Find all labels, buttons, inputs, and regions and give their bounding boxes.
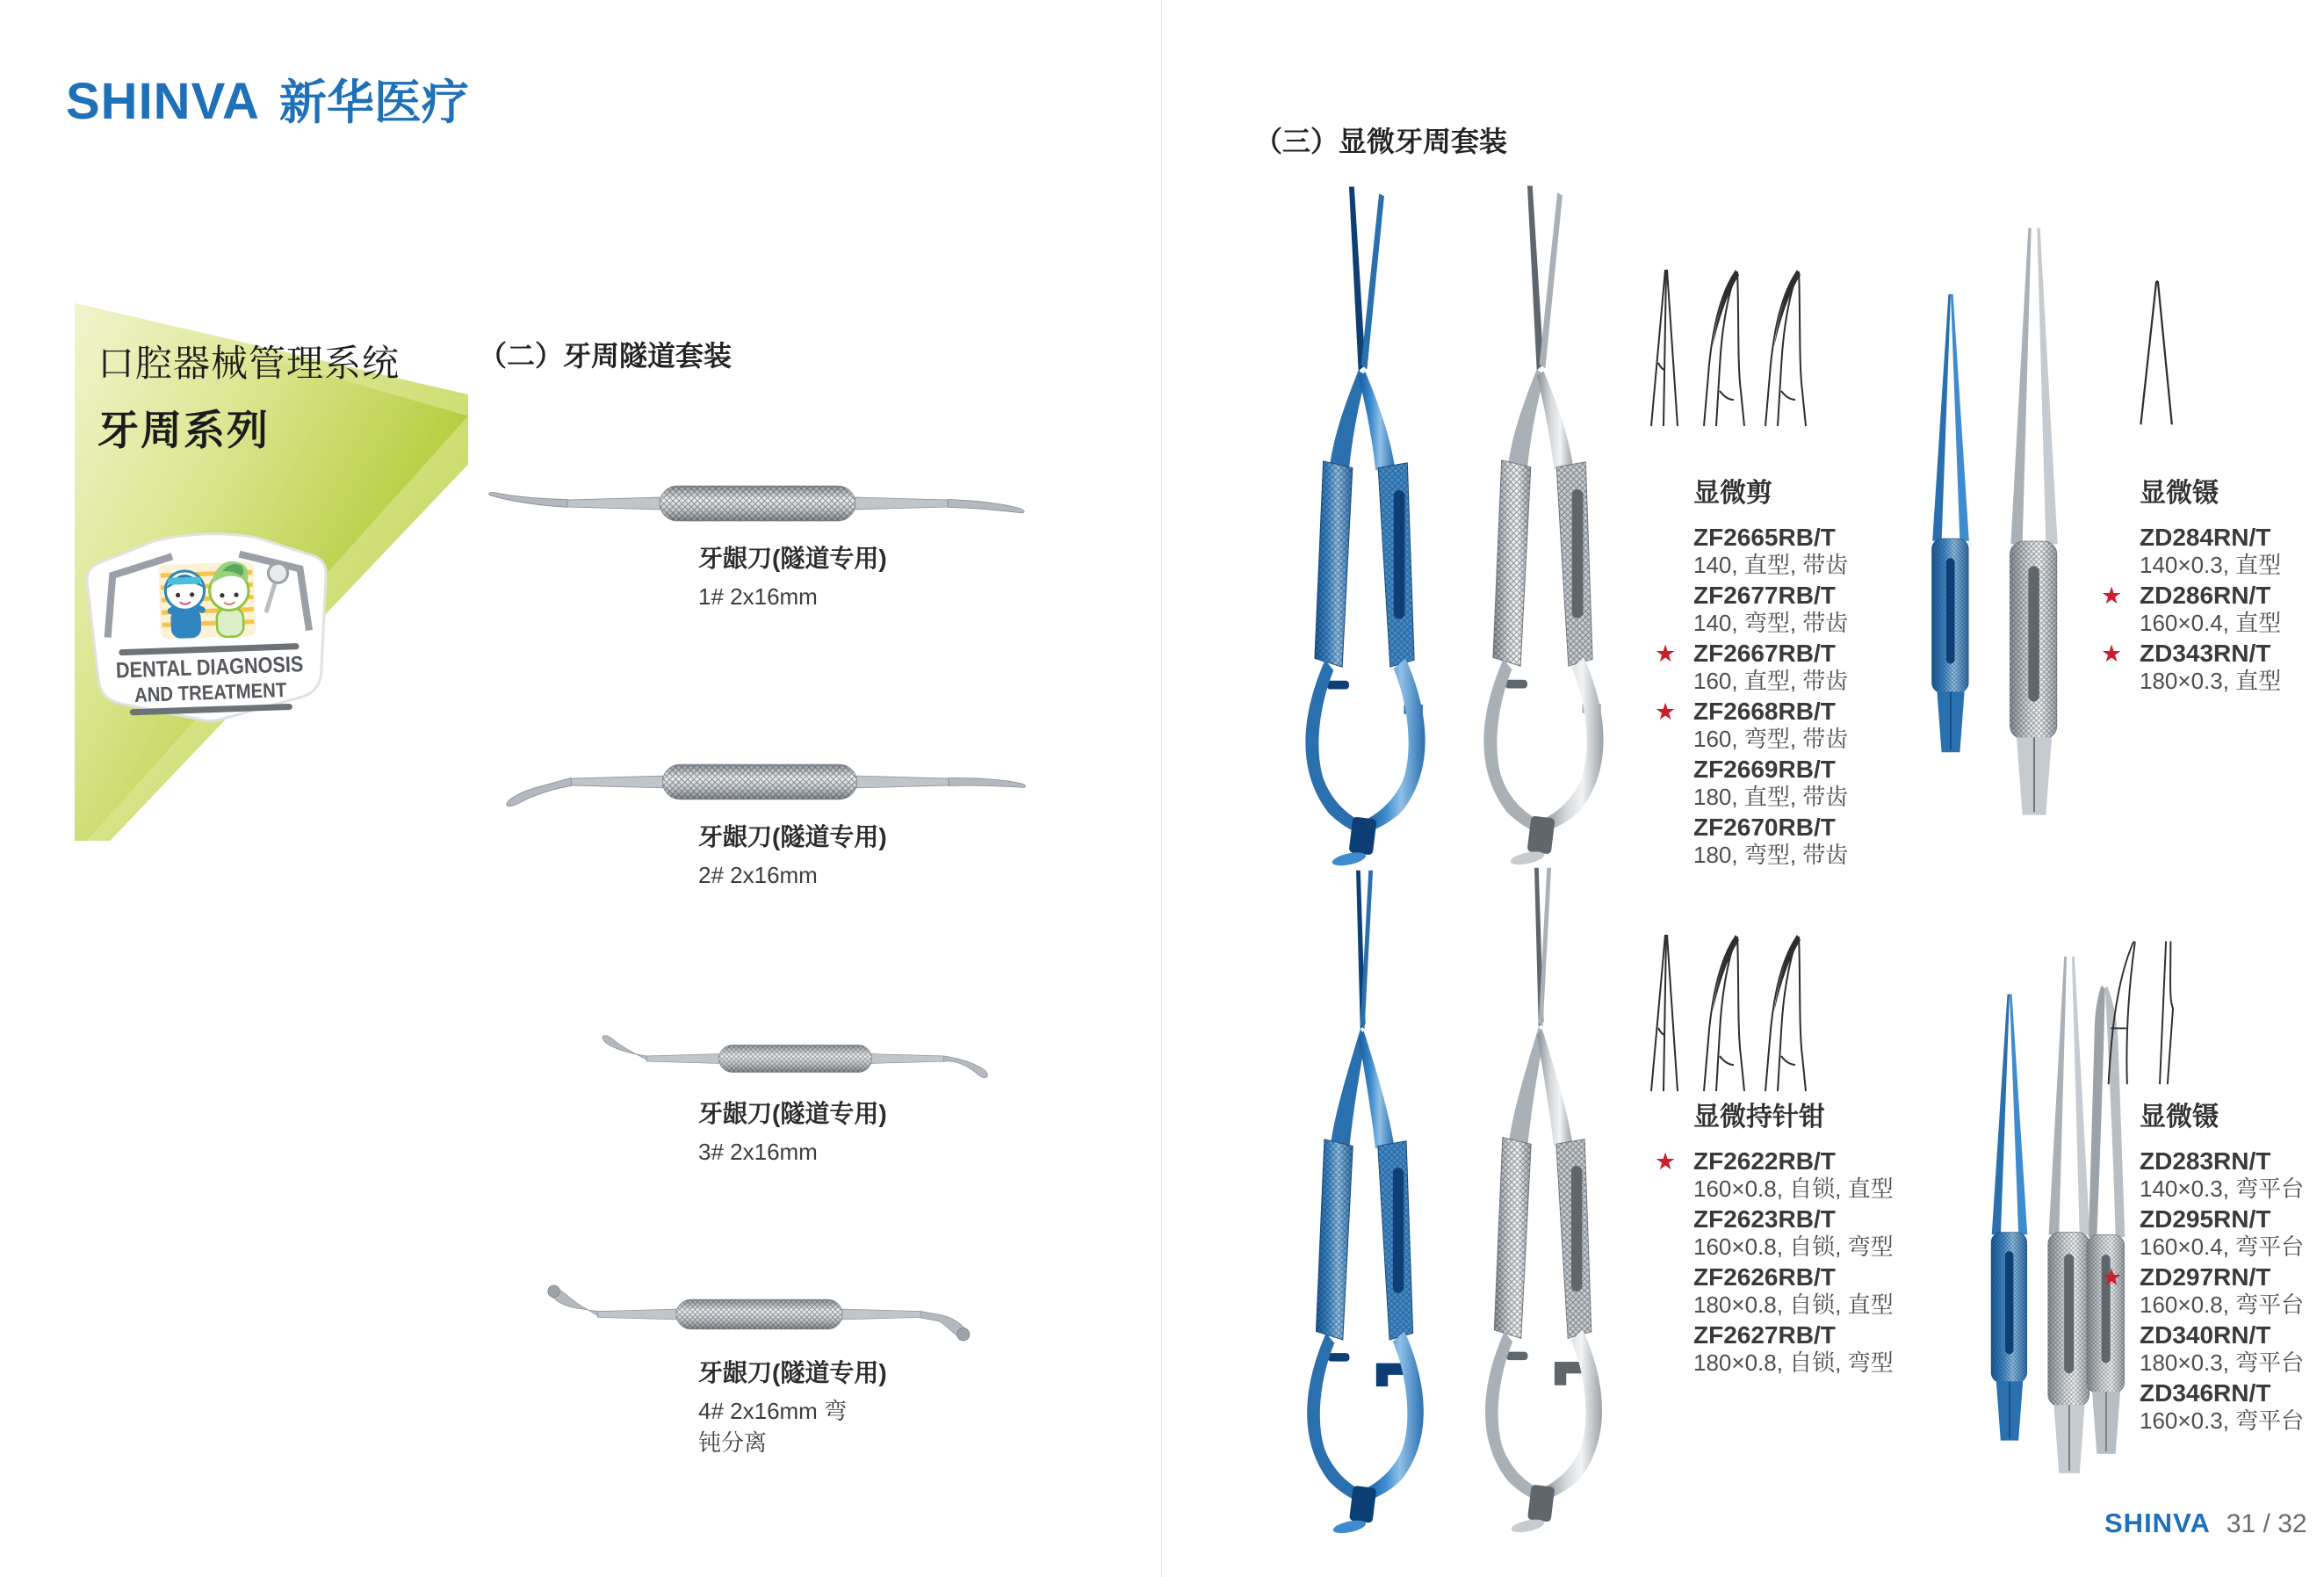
group-title: 显微剪: [1693, 479, 1772, 508]
product-item: [2101, 640, 2324, 694]
product-item: [1655, 1263, 1945, 1318]
needle-holder-blue-image: [1275, 865, 1455, 1542]
product-code: ZF2670RB/T: [1693, 814, 1836, 841]
product-spec: 160×0.3, 弯平台: [2140, 1407, 2305, 1434]
dental-badge: [72, 521, 344, 730]
product-spec: 160, 弯型, 带齿: [1693, 726, 1849, 752]
product-code: ZD284RN/T: [2140, 524, 2271, 551]
product-spec: 180, 弯型, 带齿: [1693, 842, 1849, 868]
product-item: [1655, 814, 1945, 868]
product-spec-2: 钝分离: [698, 1429, 768, 1456]
badge-text-line1: DENTAL DIAGNOSIS: [115, 650, 335, 684]
product-spec: 3# 2x16mm: [698, 1139, 818, 1165]
product-spec: 180×0.8, 自锁, 直型: [1693, 1291, 1894, 1318]
logo-brand-text: SHINVA: [66, 73, 260, 130]
star-marker: [1655, 756, 1693, 810]
page-footer: [2104, 1508, 2307, 1539]
product-code: ZF2667RB/T: [1693, 640, 1836, 667]
star-marker: [1655, 1263, 1693, 1318]
star-marker: [2101, 1379, 2140, 1434]
scissor-tip-sketches-bottom: [1632, 924, 1825, 1100]
micro-scissors-blue-image: [1275, 176, 1455, 879]
product-spec: 160, 直型, 带齿: [1693, 668, 1849, 694]
product-code: ZF2669RB/T: [1693, 756, 1836, 783]
star-marker: [1655, 814, 1693, 868]
product-item: [2101, 524, 2324, 578]
product-spec: 180×0.3, 直型: [2140, 668, 2282, 694]
star-marker: ★: [1655, 640, 1677, 667]
product-item: [1655, 756, 1945, 810]
product-item: [1655, 1205, 1945, 1260]
product-code: ZD286RN/T: [2140, 582, 2271, 609]
product-spec: 160×0.8, 自锁, 弯型: [1693, 1233, 1894, 1260]
product-spec: 180×0.3, 弯平台: [2140, 1349, 2305, 1376]
product-item: [1655, 1147, 1945, 1202]
product-code: ZD343RN/T: [2140, 640, 2271, 667]
group-title: 显微镊: [2140, 1103, 2219, 1132]
product-spec: 4# 2x16mm 弯: [698, 1398, 848, 1424]
star-marker: ★: [2101, 640, 2123, 667]
group-title: 显微镊: [2140, 479, 2219, 508]
product-group-micro-scissors: [1655, 471, 1945, 872]
product-item: [1655, 582, 1945, 636]
page-number: 31 / 32: [2226, 1509, 2307, 1538]
knife-2-label: [698, 821, 887, 890]
knife-4-label: [698, 1357, 887, 1458]
product-group-micro-forceps-top: [2101, 471, 2324, 698]
product-spec: 160×0.8, 弯平台: [2140, 1291, 2305, 1318]
gingival-knife-1-image: [435, 464, 1080, 543]
product-name: 牙龈刀(隧道专用): [698, 545, 887, 572]
star-marker: ★: [2101, 1264, 2123, 1291]
product-code: ZF2668RB/T: [1693, 698, 1836, 725]
footer-brand: SHINVA: [2104, 1508, 2211, 1538]
product-code: ZD346RN/T: [2140, 1379, 2271, 1407]
product-group-micro-forceps-bottom: [2101, 1095, 2324, 1437]
group-title: 显微持针钳: [1693, 1103, 1825, 1132]
product-code: ZF2665RB/T: [1693, 524, 1836, 551]
tweezers-tip-sketch-top: [2130, 268, 2184, 435]
star-marker: [1655, 524, 1693, 578]
product-spec: 140, 弯型, 带齿: [1693, 610, 1849, 636]
scissor-tip-sketches-top: [1632, 259, 1825, 435]
product-code: ZD283RN/T: [2140, 1147, 2271, 1175]
page-divider: [1161, 0, 1162, 1577]
product-spec: 140, 直型, 带齿: [1693, 552, 1849, 578]
product-code: ZF2623RB/T: [1693, 1205, 1836, 1233]
star-marker: ★: [1655, 698, 1677, 725]
product-code: ZD297RN/T: [2140, 1263, 2271, 1291]
product-spec: 1# 2x16mm: [698, 583, 818, 610]
product-item: [2101, 1379, 2324, 1434]
micro-tweezers-blue-image: [1916, 176, 1985, 874]
star-marker: [1655, 582, 1693, 636]
product-item: [2101, 1321, 2324, 1376]
banner-title-line2: 牙周系列: [97, 407, 270, 453]
product-item: [2101, 1147, 2324, 1202]
product-spec: 140×0.3, 弯平台: [2140, 1176, 2305, 1202]
product-name: 牙龈刀(隧道专用): [698, 823, 887, 850]
star-marker: [2101, 524, 2140, 578]
product-code: ZF2677RB/T: [1693, 582, 1836, 609]
product-item: [1655, 640, 1945, 694]
product-code: ZD295RN/T: [2140, 1205, 2271, 1233]
product-code: ZD340RN/T: [2140, 1321, 2271, 1349]
section-title-right: （三）显微牙周套装: [1254, 126, 1508, 157]
gingival-knife-4-image: [485, 1281, 1034, 1348]
knife-3-label: [698, 1098, 887, 1167]
product-item: [2101, 1263, 2324, 1318]
micro-tweezers-steel-image: [1990, 172, 2078, 875]
knife-1-label: [698, 543, 887, 611]
product-spec: 2# 2x16mm: [698, 862, 818, 888]
product-group-needle-holders: [1655, 1095, 1945, 1379]
product-name: 牙龈刀(隧道专用): [698, 1100, 887, 1127]
star-marker: [2101, 1321, 2140, 1376]
star-marker: [1655, 1205, 1693, 1260]
banner-title-line1: 口腔器械管理系统: [97, 343, 401, 384]
gingival-knife-3-image: [543, 1028, 1048, 1089]
product-item: [1655, 1321, 1945, 1376]
product-spec: 140×0.3, 直型: [2140, 552, 2282, 578]
star-marker: [2101, 1147, 2140, 1202]
tweezers-tip-sketch-bottom: [2099, 930, 2200, 1093]
product-code: ZF2626RB/T: [1693, 1263, 1836, 1291]
product-spec: 180×0.8, 自锁, 弯型: [1693, 1349, 1894, 1376]
product-item: [2101, 582, 2324, 636]
product-item: [2101, 1205, 2324, 1260]
badge-text-line2: AND TREATMENT: [134, 677, 308, 707]
star-marker: ★: [2101, 582, 2123, 609]
star-marker: [1655, 1321, 1693, 1376]
product-code: ZF2627RB/T: [1693, 1321, 1836, 1349]
logo-brand-chinese: 新华医疗: [278, 76, 469, 129]
star-marker: ★: [1655, 1148, 1677, 1175]
product-name: 牙龈刀(隧道专用): [698, 1359, 887, 1386]
needle-holder-steel-image: [1454, 863, 1634, 1541]
section-title-left: （二）牙周隧道套装: [479, 340, 733, 372]
product-spec: 160×0.4, 直型: [2140, 610, 2282, 636]
product-spec: 160×0.4, 弯平台: [2140, 1233, 2305, 1260]
product-spec: 180, 直型, 带齿: [1693, 784, 1849, 810]
shinva-logo: [66, 65, 469, 133]
product-item: [1655, 698, 1945, 752]
micro-scissors-steel-image: [1454, 174, 1634, 879]
product-spec: 160×0.8, 自锁, 直型: [1693, 1176, 1894, 1202]
product-item: [1655, 524, 1945, 578]
gingival-knife-2-image: [439, 742, 1080, 821]
product-code: ZF2622RB/T: [1693, 1147, 1836, 1175]
star-marker: [2101, 1205, 2140, 1260]
